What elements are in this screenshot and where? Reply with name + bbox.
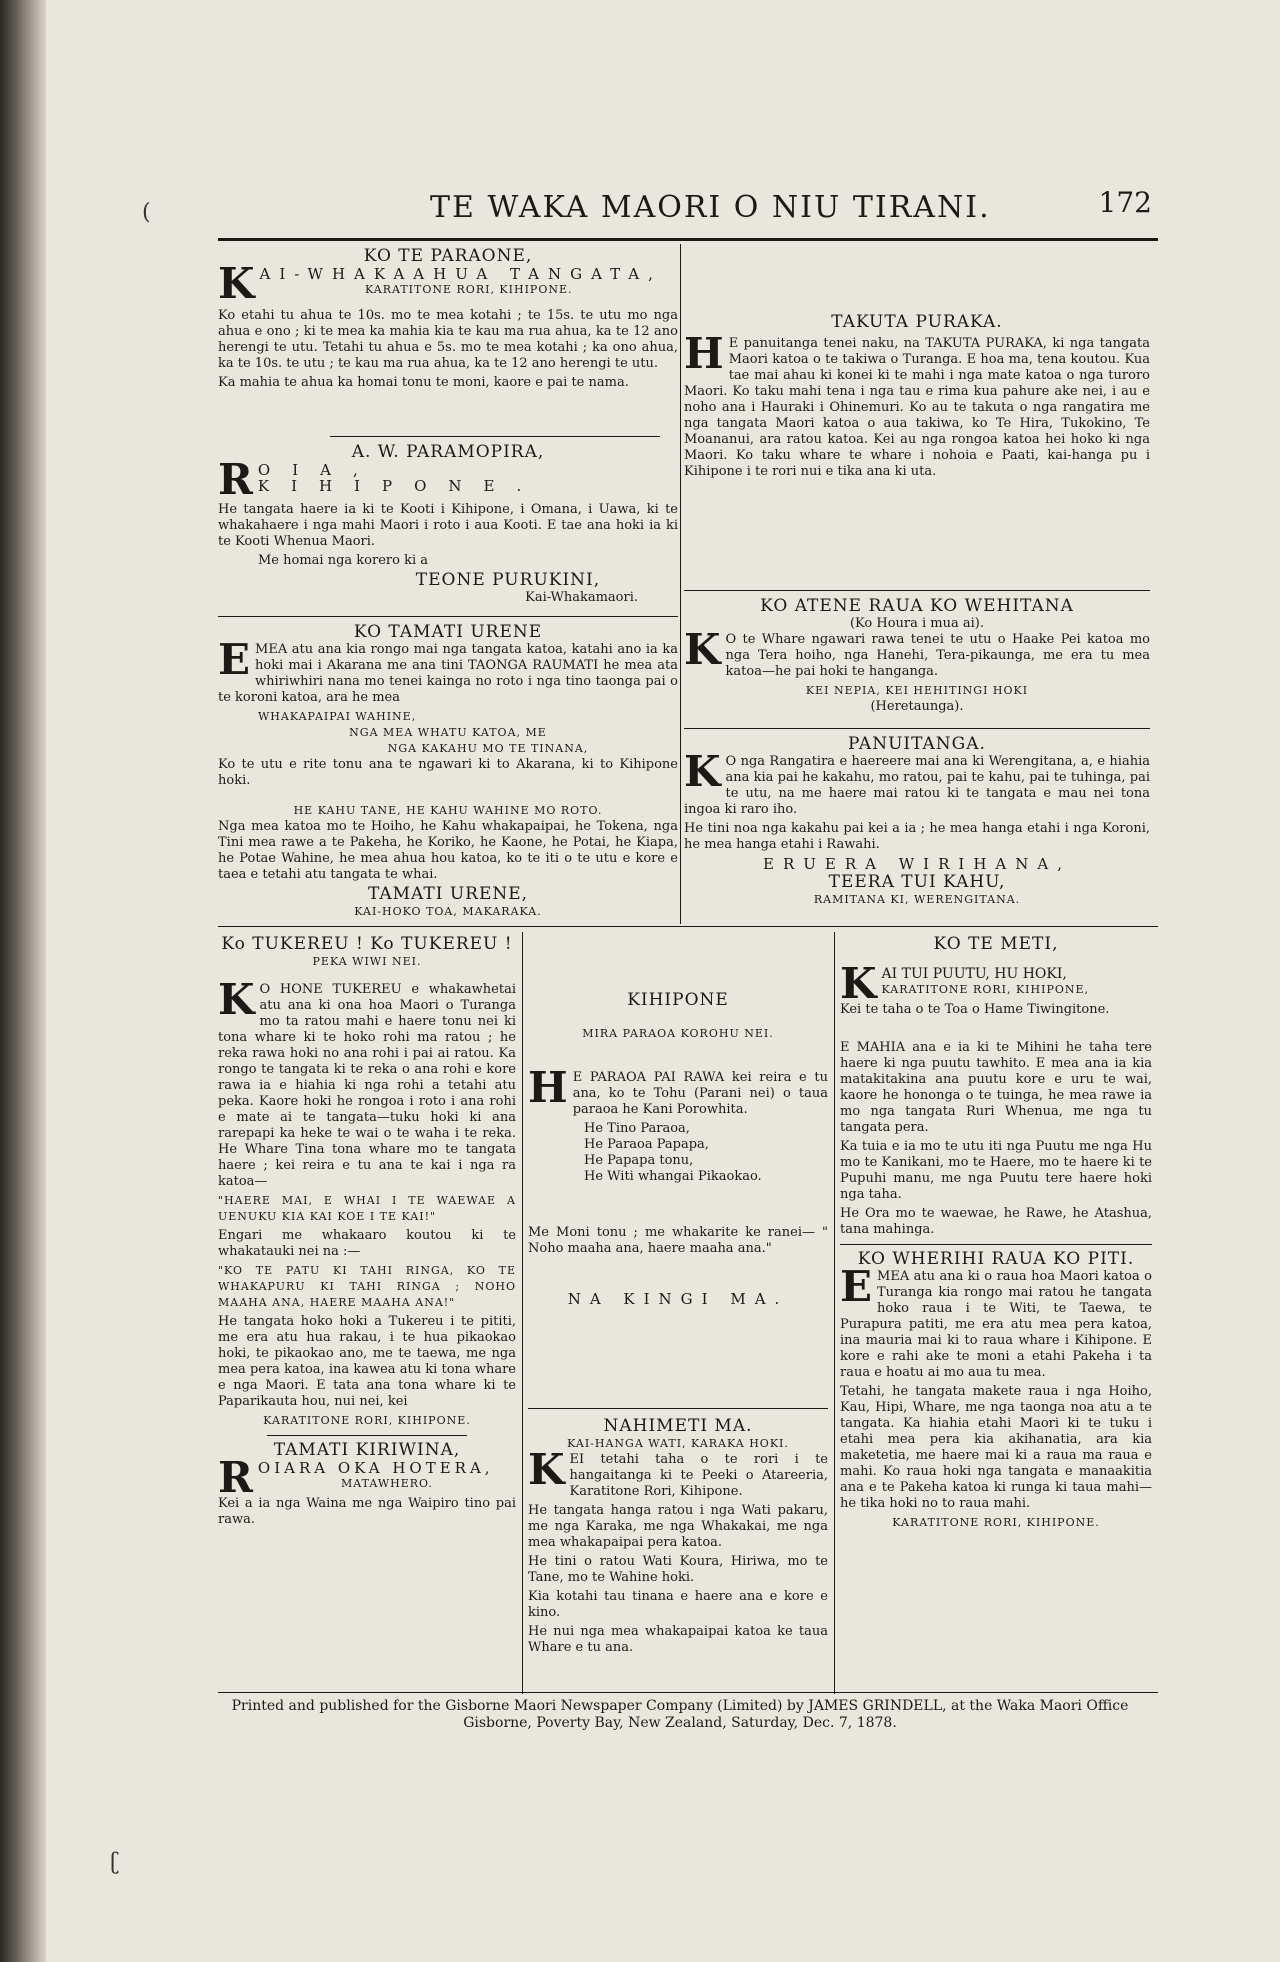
column-rule bbox=[680, 244, 681, 924]
ad-body: He nui nga mea whakapaipai katoa ke taua Whare e tu ana. bbox=[528, 1624, 828, 1655]
ad-signature-role: Kai-Whakamaori. bbox=[525, 590, 638, 605]
ad-tukereu bbox=[218, 934, 516, 1531]
ad-subheading: MIRA PARAOA KOROHU NEI. bbox=[582, 1027, 774, 1040]
divider bbox=[218, 616, 678, 617]
ad-body: Ko te utu e rite tonu ana te ngawari ki to Akarana, ki to Kihipone hoki. bbox=[218, 757, 678, 788]
ad-signature: NA KINGI MA. bbox=[567, 1290, 789, 1308]
column-rule bbox=[834, 932, 835, 1694]
drop-cap: K bbox=[684, 747, 721, 796]
ad-signature-role: TEERA TUI KAHU, bbox=[828, 872, 1006, 892]
ad-body: Nga mea katoa mo te Hoiho, he Kahu whakapaipai, he Tokena, nga Tini mea rawe a te Pakeha, he Koriko, he Kaone, he Potai, he Kiapa, he Potae Wahine, he mea ahua hou katoa, ko te iti o te utu e kore e taea e tetahi atu tangata te whai. bbox=[218, 819, 678, 882]
ad-body: Tetahi, he tangata makete raua i nga Hoiho, Kau, Hipi, Whare, me nga taonga noa atu a te tangata. Ka hiahia etahi Maori ki te tuku i etahi mea pera kia akihanatia, ara kia maketetia, me haere mai ki a raua ma raua e mahi. Ko raua hoki nga tangata e manaakitia ana e te Pakeha katoa ki runga ki taua mahi—he tika hoki no to raua mahi. bbox=[840, 1384, 1152, 1511]
drop-cap: E bbox=[218, 635, 251, 684]
divider bbox=[684, 728, 1150, 729]
list-item: He Witi whangai Pikaokao. bbox=[584, 1169, 762, 1184]
ad-heading: KIHIPONE bbox=[627, 990, 729, 1010]
ad-panui bbox=[684, 734, 1150, 908]
divider bbox=[330, 436, 660, 437]
margin-mark: ( bbox=[142, 200, 151, 225]
ad-address: KARATITONE RORI, KIHIPONE, bbox=[881, 983, 1090, 996]
ad-quote: "KO TE PATU KI TAHI RINGA, KO TE WHAKAPURU KI TAHI RINGA ; NOHO MAAHA ANA, HAERE MAAHA ANA!" bbox=[218, 1264, 516, 1309]
ad-address: KEI NEPIA, KEI HEHITINGI HOKI bbox=[805, 684, 1029, 697]
ad-puraka bbox=[684, 312, 1150, 483]
ad-line: NGA MEA WHATU KATOA, ME bbox=[349, 726, 547, 739]
ad-subheading: OIARA OKA HOTERA, bbox=[257, 1459, 494, 1477]
imprint-line: Gisborne, Poverty Bay, New Zealand, Saturday, Dec. 7, 1878. bbox=[463, 1715, 897, 1731]
ad-body: He tangata hoko hoki a Tukereu i te pititi, me era atu hua rakau, i te hua pikaokao hoki, te pikaokao ano, me te taewa, me nga mea pera katoa, ina kawea atu ki tona whare e nga Maori. E tata ana tona whare ki te Paparikauta hou, nui nei, kei bbox=[218, 1314, 516, 1409]
ad-heading: KO ATENE RAUA KO WEHITANA bbox=[760, 596, 1074, 616]
ad-body: He tangata haere ia ki te Kooti i Kihipone, i Omana, i Uawa, ki te whakahaere i nga mahi Maori i roto i aua Kooti. E tae ana hoki ia ki te Kooti Whenua Maori. bbox=[218, 502, 678, 549]
ad-heading: KO TAMATI URENE bbox=[353, 622, 543, 642]
ad-body: E panuitanga tenei naku, na TAKUTA PURAKA, ki nga tangata Maori katoa o te takiwa o Turanga. E hoa ma, tena koutou. Kua tae mai ahau ki konei ki te mahi i nga mate katoa o nga turoro Maori. Ko taku mahi tena i nga tau e rima kua pahure ake nei, i au e noho ana i Hauraki i Ohinemuri. Ko au te takuta o nga rangatira me nga tangata Maori katoa o aua takiwa, ko Te Hira, Tukokino, Te Moananui, ara ratou katoa. Kei au nga rongoa katoa hei hoko ki nga Maori. Ko taku whare te whare i nohoia e Paati, kai-hanga pu i Kihipone i te rori nui e tika ana ki uta. bbox=[684, 336, 1150, 479]
ad-body: He Ora mo te waewae, he Rawe, he Atashua, tana mahinga. bbox=[840, 1206, 1152, 1237]
ad-subheading: (Ko Houra i mua ai). bbox=[849, 616, 984, 631]
drop-cap: H bbox=[684, 329, 724, 378]
book-binding-edge bbox=[0, 0, 46, 1962]
imprint-line: Printed and published for the Gisborne Maori Newspaper Company (Limited) by JAMES GRINDELL, at the Waka Maori Office bbox=[231, 1698, 1129, 1714]
ad-body: E MAHIA ana e ia ki te Mihini he taha tere haere ki nga puutu tawhito. E mea ana ia kia matakitakina ana puutu kore e uru te wai, kaore he hononga o te tuinga, he mea rawe ia mo nga tangata Ruri Whenua, me nga tu tangata pera. bbox=[840, 1040, 1152, 1135]
list-item: He Tino Paraoa, bbox=[584, 1121, 690, 1136]
ad-signature: TEONE PURUKINI, bbox=[415, 570, 601, 590]
ad-paramopira bbox=[218, 442, 678, 606]
item-list bbox=[528, 1121, 828, 1185]
ad-body: Me homai nga korero ki a bbox=[258, 553, 428, 568]
ad-address: Kei te taha o te Toa o Hame Tiwingitone. bbox=[840, 1002, 1110, 1017]
ad-body: MEA atu ana kia rongo mai nga tangata katoa, katahi ano ia ka hoki mai i Akarana me ana tini TAONGA RAUMATI he mea ata whiriwhiri nana mo tenei kainga no roto i nga tino taonga pai o te koroni katoa, ara he mea bbox=[218, 642, 678, 705]
ad-subheading: AI TUI PUUTU, HU HOKI, bbox=[881, 966, 1067, 982]
ad-signature-role: KAI-HOKO TOA, MAKARAKA. bbox=[354, 905, 542, 918]
newspaper-title: TE WAKA MAORI O NIU TIRANI. bbox=[430, 190, 991, 225]
masthead bbox=[200, 180, 1160, 230]
column-rule bbox=[522, 932, 523, 1694]
ad-heading: TAMATI KIRIWINA, bbox=[273, 1440, 461, 1460]
ad-body: He tini noa nga kakahu pai kei a ia ; he mea hanga etahi i nga Koroni, he mea hanga etahi i Rawahi. bbox=[684, 821, 1150, 852]
drop-cap: R bbox=[218, 1453, 253, 1502]
drop-cap: E bbox=[840, 1262, 873, 1311]
ad-body: He tangata hanga ratou i nga Wati pakaru, me nga Karaka, me nga Whakakai, me nga mea whakapaipai pera katoa. bbox=[528, 1503, 828, 1550]
ad-signature-role: RAMITANA KI, WERENGITANA. bbox=[813, 893, 1021, 906]
ad-urene bbox=[218, 622, 678, 920]
ad-subheading: PEKA WIWI NEI. bbox=[312, 955, 422, 968]
ad-wehitana bbox=[684, 596, 1150, 715]
ad-heading: KO TE METI, bbox=[933, 934, 1059, 954]
margin-mark: ʗ bbox=[110, 1850, 120, 1875]
ad-line: WHAKAPAIPAI WAHINE, bbox=[258, 710, 417, 723]
ad-body: He tini o ratou Wati Koura, Hiriwa, mo te Tane, mo te Wahine hoki. bbox=[528, 1554, 828, 1585]
drop-cap: K bbox=[840, 959, 877, 1008]
masthead-rule bbox=[218, 238, 1158, 241]
drop-cap: K bbox=[218, 259, 255, 308]
ad-address: KARATITONE RORI, KIHIPONE. bbox=[364, 283, 573, 296]
ad-heading: A. W. PARAMOPIRA, bbox=[351, 442, 545, 462]
divider bbox=[684, 590, 1150, 591]
ad-heading: Ko TUKEREU ! Ko TUKEREU ! bbox=[221, 934, 513, 954]
ad-signature: TAMATI URENE, bbox=[367, 884, 529, 904]
drop-cap: H bbox=[528, 1063, 568, 1112]
ad-body: Kei a ia nga Waina me nga Waipiro tino pai rawa. bbox=[218, 1496, 516, 1527]
ad-address: MATAWHERO. bbox=[340, 1477, 433, 1490]
ad-address: KARATITONE RORI, KIHIPONE. bbox=[892, 1516, 1100, 1529]
list-item: He Paraoa Papapa, bbox=[584, 1137, 709, 1152]
ad-address: KARATITONE RORI, KIHIPONE. bbox=[263, 1414, 471, 1427]
ad-body: O te Whare ngawari rawa tenei te utu o Haake Pei katoa mo nga Tera hoiho, nga Hanehi, Tera-pikaunga, me era tu mea katoa—he pai hoki te hanganga. bbox=[725, 632, 1150, 679]
ad-heading: KO TE PARAONE, bbox=[363, 246, 533, 266]
ad-subheading: OIA, KIHIPONE. bbox=[257, 461, 544, 495]
drop-cap: K bbox=[684, 625, 721, 674]
section-rule bbox=[218, 926, 1158, 927]
ad-meti bbox=[840, 934, 1152, 1531]
ad-line: NGA KAKAHU MO TE TINANA, bbox=[387, 742, 589, 755]
drop-cap: K bbox=[528, 1445, 565, 1494]
ad-body: Ka tuia e ia mo te utu iti nga Puutu me nga Hu mo te Kanikani, mo te Haere, mo te haere ki te Pupuhi manu, me nga Puutu tere haere hoki nga taha. bbox=[840, 1139, 1152, 1202]
ad-paraone bbox=[218, 246, 678, 394]
drop-cap: R bbox=[218, 455, 253, 504]
ad-body: MEA atu ana ki o raua hoa Maori katoa o Turanga kia rongo mai ratou he tangata hoko raua i te Witi, te Taewa, te Purapura patiti, me era atu mea pera katoa, ina mauria mai ki to raua whare i Kihipone. E kore e rahi ake te moni a etahi Pakeha i ta raua e hoatu ai mo aua tu mea. bbox=[840, 1269, 1152, 1380]
ad-body: Kia kotahi tau tinana e haere ana e kore e kino. bbox=[528, 1589, 828, 1620]
footer-rule bbox=[218, 1692, 1158, 1693]
ad-body: E PARAOA PAI RAWA kei reira e tu ana, ko te Tohu (Parani nei) o taua paraoa he Kani Porowhita. bbox=[572, 1070, 828, 1117]
ad-body: Engari me whakaaro koutou ki te whakatauki nei na :— bbox=[218, 1228, 516, 1259]
ad-heading: TAKUTA PURAKA. bbox=[831, 312, 1003, 332]
ad-quote: "HAERE MAI, E WHAI I TE WAEWAE A UENUKU KIA KAI KOE I TE KAI!" bbox=[218, 1194, 516, 1223]
ad-subheading: KAI-HANGA WATI, KARAKA HOKI. bbox=[567, 1437, 789, 1450]
imprint bbox=[200, 1698, 1160, 1732]
ad-kihipone bbox=[528, 990, 828, 1307]
list-item: He Papapa tonu, bbox=[584, 1153, 694, 1168]
ad-body: O HONE TUKEREU e whakawhetai atu ana ki ona hoa Maori o Turanga mo ta ratou mahi e haere tonu nei ki tona whare ki te hoko rohi ma ratou ; he reka rawa hoki no ana rohi i pai ai ratou. Ka rongo te tangata ki te reka o ana rohi e kore rawa ia e hiahia ki nga rohi a tetahi atu peka. Kaore hoki he rongoa i roto i ana rohi e mate ai te tangata—tuku hoki ki ana rarepapi ka heke te wai o te waha i te reka. He Whare Tina tona whare mo te tangata haere ; kei reira e tu ana te kai i nga ra katoa— bbox=[218, 982, 516, 1189]
ad-address: (Heretaunga). bbox=[870, 699, 964, 714]
newspaper-page bbox=[200, 180, 1160, 1740]
ad-body: Ka mahia te ahua ka homai tonu te moni, kaore e pai te nama. bbox=[218, 375, 629, 390]
ad-body: Ko etahi tu ahua te 10s. mo te mea kotahi ; te 15s. te utu mo nga ahua e ono ; ki te mea ka mahia kia te kau ma rua ahua, ka te 12 ano herengi te utu. Tetahi tu ahua e 5s. mo te mea kotahi ; ka ono ahua, ka te 10s. te utu ; te kau ma rua ahua, ka te 12 ano herengi te utu. bbox=[218, 308, 678, 371]
ad-heading: KO WHERIHI RAUA KO PITI. bbox=[857, 1249, 1135, 1269]
ad-subheading: AI-WHAKAAHUA TANGATA, bbox=[259, 265, 662, 283]
ad-body: Me Moni tonu ; me whakarite ke ranei— " Noho maaha ana, haere maaha ana." bbox=[528, 1225, 828, 1256]
ad-body: O nga Rangatira e haereere mai ana ki Werengitana, a, e hiahia ana kia pai he kakahu, mo ratou, pai te kahu, pai te tuhinga, pai te utu, na me haere mai ratou ki te tangata e mau nei tona ingoa ki raro iho. bbox=[684, 754, 1150, 817]
divider bbox=[267, 1435, 467, 1436]
divider bbox=[840, 1244, 1152, 1245]
ad-signature: ERUERA WIRIHANA, bbox=[763, 855, 1071, 873]
divider bbox=[528, 1408, 828, 1409]
ad-heading: NAHIMETI MA. bbox=[603, 1416, 753, 1436]
ad-line: HE KAHU TANE, HE KAHU WAHINE MO ROTO. bbox=[293, 804, 603, 817]
ad-nahimeti bbox=[528, 1416, 828, 1659]
ad-heading: PANUITANGA. bbox=[848, 734, 986, 754]
page-number: 172 bbox=[1098, 186, 1152, 219]
drop-cap: K bbox=[218, 975, 255, 1024]
ad-body: EI tetahi taha o te rori i te hangaitanga ki te Peeki o Atareeria, Karatitone Rori, Kihipone. bbox=[569, 1452, 828, 1499]
